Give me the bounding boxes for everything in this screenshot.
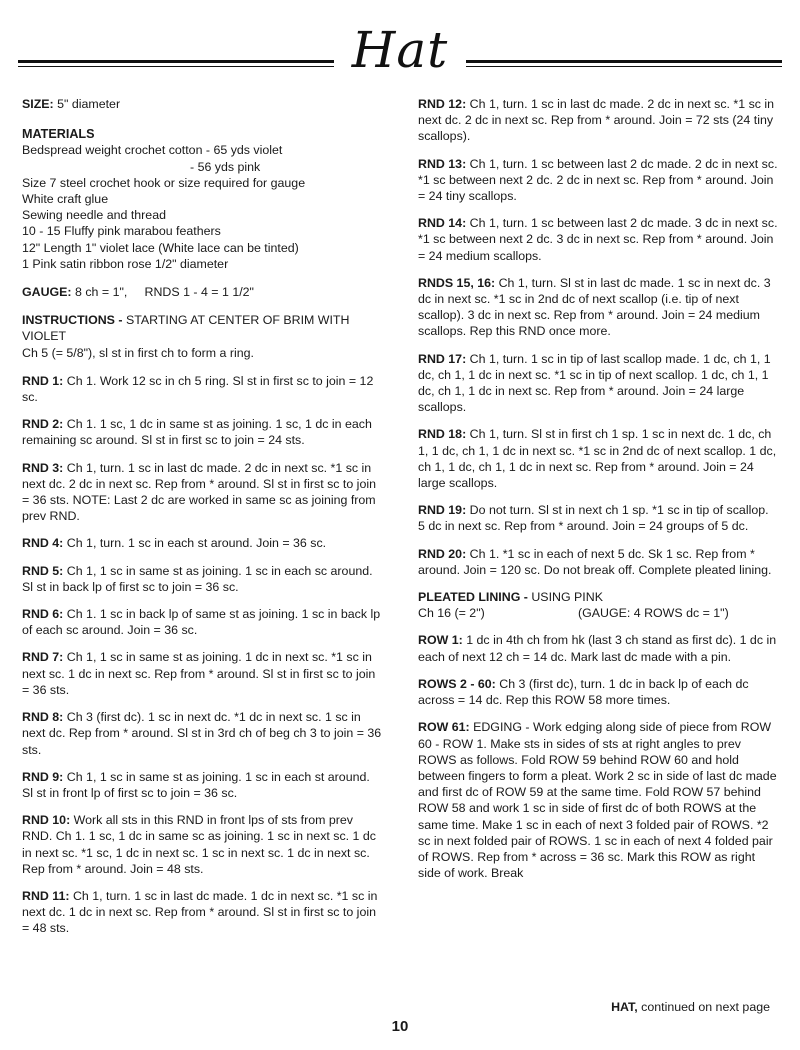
round-text: Do not turn. Sl st in next ch 1 sp. *1 sc in tip of scallop. 5 dc in next sc. Rep from * around. Join = 24 groups of 5 dc. [418,503,769,534]
round-label: RND 5: [22,563,64,578]
round-label: RND 19: [418,503,467,518]
page-title: Hat [351,21,449,79]
round-step [418,215,778,264]
round-step [22,812,384,877]
page-header [18,20,782,82]
materials-heading: MATERIALS [22,127,95,142]
size-value: 5" diameter [57,97,121,111]
continued-label: HAT, [611,1000,638,1014]
round-label: RND 6: [22,607,64,622]
round-label: RND 17: [418,351,467,366]
round-text: Ch 1. *1 sc in each of next 5 dc. Sk 1 sc. Rep from * around. Join = 120 sc. Do not break off. Complete pleated lining. [418,546,772,577]
round-text: Ch 1, turn. Sl st in first ch 1 sp. 1 sc in next dc. 1 dc, ch 1, 1 dc, ch 1, 1 dc in next sc. *1 sc in 2nd dc of next scallop. 1 dc, ch 1, 1 dc, ch 1, 1 dc in next sc. Rep from * around. Join = 24 large scallops. [418,427,777,491]
pleated-lining-subtitle: USING PINK [531,590,603,605]
round-text: Ch 1, 1 sc in same st as joining. 1 sc in each st around. Sl st in front lp of first sc to join = 36 sc. [22,769,370,800]
round-label: RND 3: [22,460,64,475]
row-step [418,676,778,708]
round-label: RND 14: [418,216,467,231]
round-step [418,275,778,340]
size-line [22,96,384,112]
round-label: RND 20: [418,546,467,561]
round-label: RND 7: [22,650,64,665]
material-item: Size 7 steel crochet hook or size required for gauge [22,175,306,190]
round-text: Ch 1, turn. 1 sc in each st around. Join = 36 sc. [66,536,327,551]
round-label: RNDS 15, 16: [418,275,496,290]
material-item: White craft glue [22,192,109,207]
round-text: Ch 1. Work 12 sc in ch 5 ring. Sl st in first sc to join = 12 sc. [22,373,374,405]
round-step [22,535,384,551]
round-label: RND 2: [22,417,64,432]
material-item: 10 - 15 Fluffy pink marabou feathers [22,224,221,239]
round-text: Ch 1. 1 sc in back lp of same st as joining. 1 sc in back lp of each sc around. Join = 36 sc. [22,607,381,638]
pleated-lining-chain-line [418,605,778,621]
round-step [22,709,384,758]
round-step [418,96,778,145]
round-text: Ch 1, turn. Sl st in last dc made. 1 sc in next dc. 3 dc in next sc. *1 sc in 2nd dc of next scallop (i.e. tip of next scallop). 3 dc in next sc. Rep from * around. Join = 24 medium scallops. Rep this RND once more. [418,275,771,339]
pleated-lining-chain: Ch 16 (= 2") [418,606,485,621]
pleated-lining-label: PLEATED LINING - [418,590,528,605]
round-step [22,888,384,937]
round-label: RND 13: [418,156,467,171]
row-label: ROWS 2 - 60: [418,676,496,691]
round-text: Ch 1, 1 sc in same st as joining. 1 sc in each sc around. Sl st in back lp of first sc to join = 36 sc. [22,563,373,594]
round-text: Ch 1, turn. 1 sc between last 2 dc made. 3 dc in next sc. *1 sc between next 2 dc. 3 dc in next sc. Rep from * around. Join = 24 medium scallops. [418,216,778,263]
material-item: Bedspread weight crochet cotton - 65 yds violet [22,143,283,158]
round-step [418,426,778,491]
round-step [418,156,778,205]
round-step [22,416,384,448]
material-item: - 56 yds pink [190,159,261,174]
row-step [418,632,778,664]
round-text: Ch 1, turn. 1 sc in tip of last scallop made. 1 dc, ch 1, 1 dc, ch 1, 1 dc in next sc. *1 sc in tip of next scallop. 1 dc, ch 1, 1 dc, ch 1, 1 dc in next sc. Rep from * around. Join = 24 large scallops. [418,351,771,415]
round-label: RND 1: [22,373,64,388]
round-text: Ch 1, turn. 1 sc between last 2 dc made. 2 dc in next sc. *1 sc between next 2 dc. 2 dc in next sc. Rep from * around. Join = 24 tiny scallops. [418,156,778,204]
right-column [418,96,778,881]
round-text: Ch 1, turn. 1 sc in last dc made. 2 dc in next sc. *1 sc in next dc. 2 dc in next sc. Rep from * around. Sl st in first sc to join = 36 sts. NOTE: Last 2 dc are worked in same sc as joining from prev RND. [22,460,376,524]
round-label: RND 4: [22,536,64,551]
material-item: 12" Length 1" violet lace (White lace can be tinted) [22,240,299,255]
instructions-label: INSTRUCTIONS - [22,313,123,328]
round-text: Ch 1, turn. 1 sc in last dc made. 1 dc in next sc. *1 sc in next dc. 1 dc in next sc. Rep from * around. Sl st in first sc to join = 48 sts. [22,888,378,936]
instructions-subtitle: STARTING AT CENTER OF BRIM WITH VIOLET [22,313,350,344]
round-step [22,563,384,595]
round-label: RND 12: [418,97,467,111]
round-text: Ch 1. 1 sc, 1 dc in same st as joining. 1 sc, 1 dc in each remaining sc around. Sl st in first sc to join = 24 sts. [22,417,372,448]
round-text: Ch 1, 1 sc in same st as joining. 1 dc in next sc. *1 sc in next sc. 1 dc in next sc. Rep from * around. Sl st in first sc to join = 36 sts. [22,650,376,697]
instructions-block [22,312,384,361]
materials-list [22,142,384,272]
round-step [418,502,778,534]
pleated-lining-gauge: (GAUGE: 4 ROWS dc = 1") [578,606,729,621]
round-step [22,373,384,405]
row-text: EDGING - Work edging along side of piece from ROW 60 - ROW 1. Make sts in sides of sts at right angles to prev ROWS as follows. Fold ROW 59 behind ROW 60 and hold between fingers to form a pleat. Work 2 sc in side of last dc made and first dc of ROW 59 at the same time. Fold ROW 57 behind ROW 58 and work 1 sc in side of first dc of both ROWS at the same time. Make 1 sc in each of next 3 folded pair of ROWS. *2 sc in next folded pair of ROWS. 1 sc in each of next 4 folded pair of ROWS. Rep from * across = 36 sc. Mark this ROW as right side of work. Break [418,720,777,881]
row-text: Ch 3 (first dc), turn. 1 dc in back lp of each dc across = 14 dc. Rep this ROW 58 more times. [418,676,749,708]
round-step [418,546,778,578]
material-item: Sewing needle and thread [22,208,166,223]
instructions-intro: Ch 5 (= 5/8"), sl st in first ch to form a ring. [22,345,254,360]
left-column [22,96,384,937]
round-label: RND 8: [22,710,64,725]
round-step [22,460,384,525]
continued-text: continued on next page [641,1000,770,1014]
pleated-lining-block [418,589,778,621]
header-rule-left-thin [18,66,334,67]
header-rule-right-thin [466,66,782,67]
row-text: 1 dc in 4th ch from hk (last 3 ch stand as first dc). 1 dc in each of next 12 ch = 14 dc. Mark last dc made with a pin. [418,633,777,664]
round-label: RND 18: [418,427,467,442]
round-step [22,606,384,638]
round-text: Ch 1, turn. 1 sc in last dc made. 2 dc in next sc. *1 sc in next dc. 2 dc in next sc. Rep from * around. Join = 72 sts (24 tiny scallops). [418,97,775,144]
round-text: Work all sts in this RND in front lps of sts from prev RND. Ch 1. 1 sc, 1 dc in same sc as joining. 1 sc in next sc. 1 dc in next sc. *1 sc, 1 dc in next sc. 1 sc in next sc. 1 dc in next sc. Rep from * around. Join = 48 sts. [22,813,376,876]
header-rule-right [466,60,782,63]
row-label: ROW 61: [418,720,470,735]
row-label: ROW 1: [418,633,463,648]
gauge-label: GAUGE: [22,285,72,300]
round-step [418,351,778,416]
gauge-line [22,284,384,300]
round-step [22,769,384,801]
size-label: SIZE: [22,97,54,111]
round-label: RND 11: [22,888,70,903]
round-step [22,649,384,698]
row-step [418,719,778,881]
gauge-value: 8 ch = 1", RNDS 1 - 4 = 1 1/2" [75,285,254,300]
round-label: RND 10: [22,813,71,828]
round-text: Ch 3 (first dc). 1 sc in next dc. *1 dc in next sc. 1 sc in next dc. Rep from * around. Sl st in 3rd ch of beg ch 3 to join = 36 sts. [22,710,382,757]
round-label: RND 9: [22,769,64,784]
page-number: 10 [391,1018,409,1035]
header-rule-left [18,60,334,63]
material-item: 1 Pink satin ribbon rose 1/2" diameter [22,256,229,271]
continued-note [611,1000,770,1014]
